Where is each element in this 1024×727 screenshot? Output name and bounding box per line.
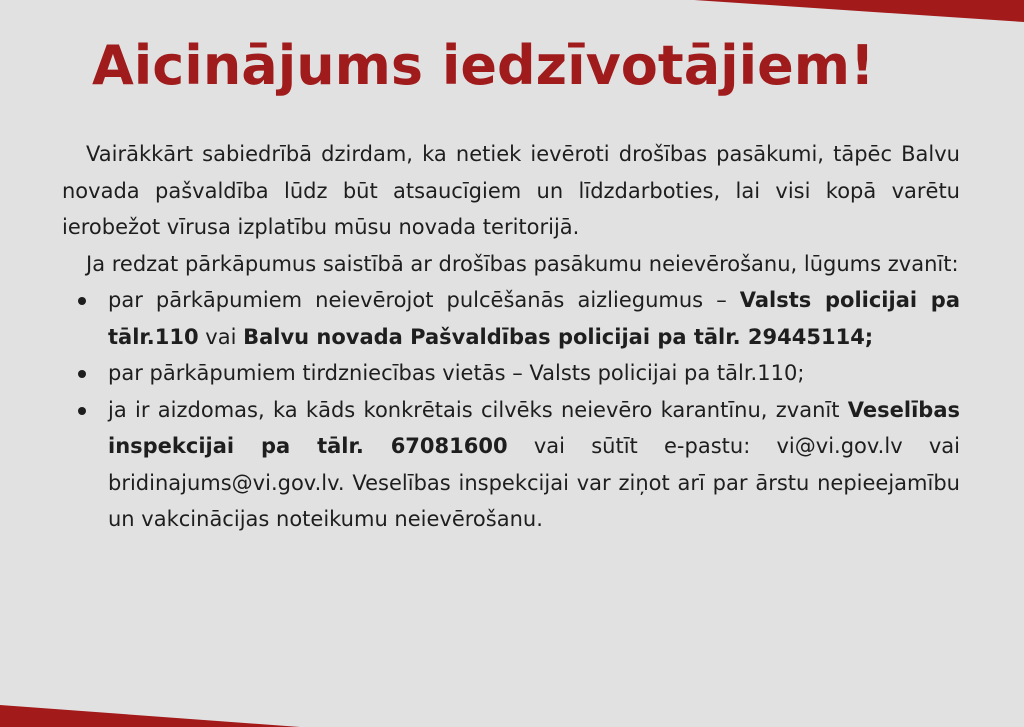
list-item-bold: Valsts policijai pa tālr.110 [108,288,960,349]
report-paragraph: Ja redzat pārkāpumus saistībā ar drošības pasākumu neievērošanu, lūgums zvanīt: [86,251,959,276]
intro-paragraph: Vairākkārt sabiedrībā dzirdam, ka netiek ievēroti drošības pasākumi, tāpēc Balvu novada pašvaldība lūdz būt atsaucīgiem un līdzdarboties, lai visi kopā varētu ierobežot vīrusa izplatību mūsu novada teritorijā. [62,142,960,239]
list-item-text: ja ir aizdomas, ka kāds konkrētais cilvēks neievēro karantīnu, zvanīt [108,397,848,422]
top-corner-stripe [694,0,1024,22]
bullet-icon [78,297,86,305]
bullet-icon [78,370,86,378]
list-item-text: par pārkāpumiem neievērojot pulcēšanās aizliegumus – [108,288,740,312]
list-item-bold: Balvu novada Pašvaldības policijai pa tālr. 29445114; [243,324,874,349]
list-item-text: par pārkāpumiem tirdzniecības vietās – Valsts policijai pa tālr.110; [108,361,805,385]
bullet-icon [78,407,86,415]
list-item [62,392,960,538]
contact-list [62,282,960,538]
list-item [62,282,960,355]
document-body [62,136,960,538]
list-item [62,355,960,392]
bottom-corner-stripe [0,705,300,727]
list-item-bold: Veselības inspekcijai pa tālr. 67081600 [108,397,960,458]
list-item-text: vai [198,324,244,349]
page-title: Aicinājums iedzīvotājiem! [92,34,875,97]
list-item-text: vai sūtīt e-pastu: vi@vi.gov.lv vai bridinajums@vi.gov.lv. Veselības inspekcijai var ziņot arī par ārstu nepieejamību un vakcinācijas noteikumu neievērošanu. [108,434,960,531]
